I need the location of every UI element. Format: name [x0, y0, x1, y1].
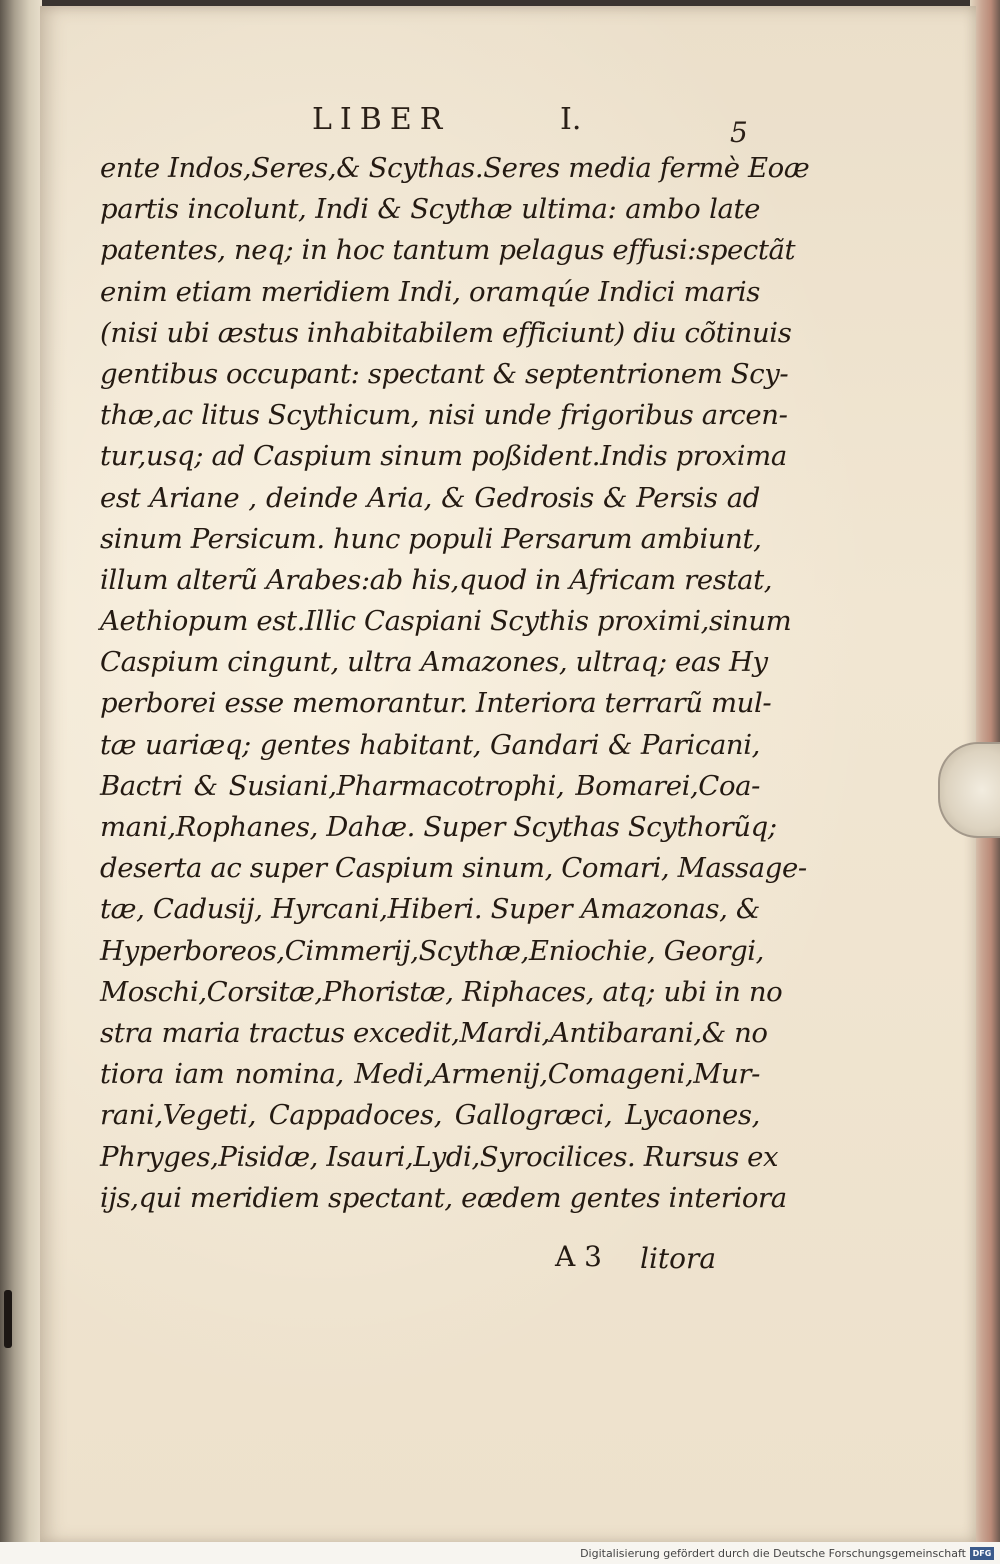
- running-head-title: LIBER: [312, 102, 451, 137]
- text-line: deserta ac super Caspium sinum, Comari, Massage-: [100, 852, 807, 885]
- footer-credit: Digitalisierung gefördert durch die Deutsche Forschungsgemeinschaft: [580, 1547, 966, 1560]
- body-text: [100, 148, 810, 1219]
- running-head: [40, 102, 976, 149]
- binding-mark: [4, 1290, 12, 1348]
- text-line: thæ,ac litus Scythicum, nisi unde frigoribus arcen-: [100, 399, 788, 432]
- running-head-book-number: I.: [560, 102, 582, 137]
- text-line: gentibus occupant: spectant & septentrionem Scy-: [100, 357, 789, 390]
- text-line: perborei esse memorantur. Interiora terrarũ mul-: [100, 687, 772, 720]
- catchword: litora: [640, 1242, 717, 1275]
- text-line: patentes, neq; in hoc tantum pelagus effusi:spectãt: [100, 234, 796, 267]
- text-line: Phryges,Pisidæ, Isauri,Lydi,Syrocilices. Rursus ex: [100, 1140, 779, 1173]
- text-line: Caspium cingunt, ultra Amazones, ultraq; eas Hy: [100, 646, 768, 679]
- text-line: tæ, Cadusij, Hyrcani,Hiberi. Super Amazonas, &: [100, 893, 760, 926]
- catch-line: [40, 1240, 976, 1280]
- text-line: Bactri & Susiani,Pharmacotrophi, Bomarei,Coa-: [100, 769, 760, 802]
- text-line: tiora iam nomina, Medi,Armenij,Comageni,Mur-: [100, 1058, 760, 1091]
- text-line: tur,usq; ad Caspium sinum poßident.Indis proxima: [100, 440, 787, 473]
- text-line: rani,Vegeti, Cappadoces, Gallogræci, Lycaones,: [100, 1099, 760, 1132]
- text-line: Aethiopum est.Illic Caspiani Scythis proximi,sinum: [100, 605, 792, 638]
- book-page: [40, 6, 976, 1544]
- text-line: enim etiam meridiem Indi, oramqúe Indici maris: [100, 275, 760, 308]
- clasp: [938, 742, 1000, 838]
- dfg-logo-icon: DFG: [970, 1547, 994, 1560]
- text-line: est Ariane , deinde Aria, & Gedrosis & Persis ad: [100, 481, 760, 514]
- footer-strip: [0, 1542, 1000, 1564]
- text-line: Moschi,Corsitæ,Phoristæ, Riphaces, atq; ubi in no: [100, 975, 783, 1008]
- text-line: ijs,qui meridiem spectant, eædem gentes interiora: [100, 1181, 787, 1214]
- text-line: illum alterũ Arabes:ab his,quod in Africam restat,: [100, 563, 773, 596]
- signature-mark: A 3: [555, 1240, 602, 1273]
- text-line: stra maria tractus excedit,Mardi,Antibarani,& no: [100, 1016, 768, 1049]
- text-line: Hyperboreos,Cimmerij,Scythæ,Eniochie, Georgi,: [100, 934, 765, 967]
- text-line: mani,Rophanes, Dahæ. Super Scythas Scythorũq;: [100, 811, 777, 843]
- text-line: partis incolunt, Indi & Scythæ ultima: ambo late: [100, 193, 760, 226]
- folio-number: 5: [730, 116, 748, 149]
- text-line: ente Indos,Seres,& Scythas.Seres media fermè Eoæ: [100, 152, 810, 184]
- text-line: tæ uariæq; gentes habitant, Gandari & Paricani,: [100, 728, 760, 761]
- text-line: sinum Persicum. hunc populi Persarum ambiunt,: [100, 522, 762, 555]
- text-line: (nisi ubi æstus inhabitabilem efficiunt) diu cõtinuis: [100, 316, 792, 349]
